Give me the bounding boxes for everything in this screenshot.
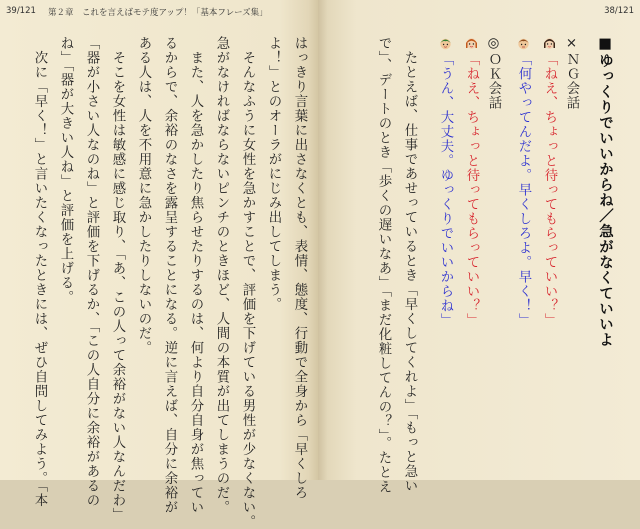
body-line: ある人は、人を不用意に急かしたりしないのだ。 bbox=[136, 36, 151, 355]
ok-line-2: 「うん、大丈夫。ゆっくりでいいからね」 bbox=[438, 52, 453, 328]
ok-line-1: 「ねえ、ちょっと待ってもらっていい？」 bbox=[464, 52, 479, 328]
ng-line-1: 「ねえ、ちょっと待ってもらっていい？」 bbox=[542, 52, 557, 328]
ng-label: ×ＮＧ会話 bbox=[564, 36, 579, 111]
body-line: たとえば、仕事であせっているとき「早くしてくれよ」「もっと急い bbox=[402, 36, 417, 494]
ok-label: ◎ＯＫ会話 bbox=[486, 36, 501, 111]
page-number-left: 39/121 bbox=[6, 6, 36, 16]
right-page[interactable] bbox=[318, 0, 640, 495]
body-line: で」、デートのとき「歩くの遅いなあ」「まだ化粧してんの？」。たとえ bbox=[376, 36, 391, 495]
body-line: そんなふうに女性を急かすことで、評価を下げている男性が少なくない。 bbox=[240, 36, 255, 529]
chapter-title: 第２章 これを言えばモテ度アップ！「基本フレーズ集」 bbox=[48, 8, 268, 18]
body-line: 次に「早く！」と言いたくなったときには、ぜひ自問してみよう。「本 bbox=[32, 36, 47, 508]
body-line: はっきり言葉に出さなくとも、表情、態度、行動で全身から「早くしろ bbox=[292, 36, 307, 500]
body-line: ね」「器が大きい人ね」と評価を上げる。 bbox=[58, 36, 73, 305]
man-avatar-icon bbox=[438, 36, 453, 51]
ng-line-2: 「何やってんだよ。早くしろよ。早く！」 bbox=[516, 52, 531, 328]
body-line: また、人を急かしたり焦らせたりするのは、何より自分自身が焦ってい bbox=[188, 36, 203, 515]
body-line: よ！」とのオーラがにじみ出してしまう。 bbox=[266, 36, 281, 312]
body-line: 急がなければならないピンチのときほど、人間の本質が出てしまうのだ。 bbox=[214, 36, 229, 515]
body-line: 「器が小さい人なのね」と評価を下げるか、「この人自分に余裕があるの bbox=[84, 36, 99, 508]
body-line: るからで、余裕のなさを露呈することになる。逆に言えば、自分に余裕が bbox=[162, 36, 177, 515]
section-heading: ■ゆっくりでいいからね／急がなくていいよ bbox=[597, 36, 613, 348]
woman-avatar-icon bbox=[542, 36, 557, 51]
left-page[interactable] bbox=[0, 0, 318, 529]
body-line: そこを女性は敏感に感じ取り、「あ、この人って余裕がない人なんだわ」 bbox=[110, 36, 125, 523]
page-number-right: 38/121 bbox=[604, 6, 634, 16]
man-avatar-icon bbox=[516, 36, 531, 51]
woman-avatar-icon bbox=[464, 36, 479, 51]
